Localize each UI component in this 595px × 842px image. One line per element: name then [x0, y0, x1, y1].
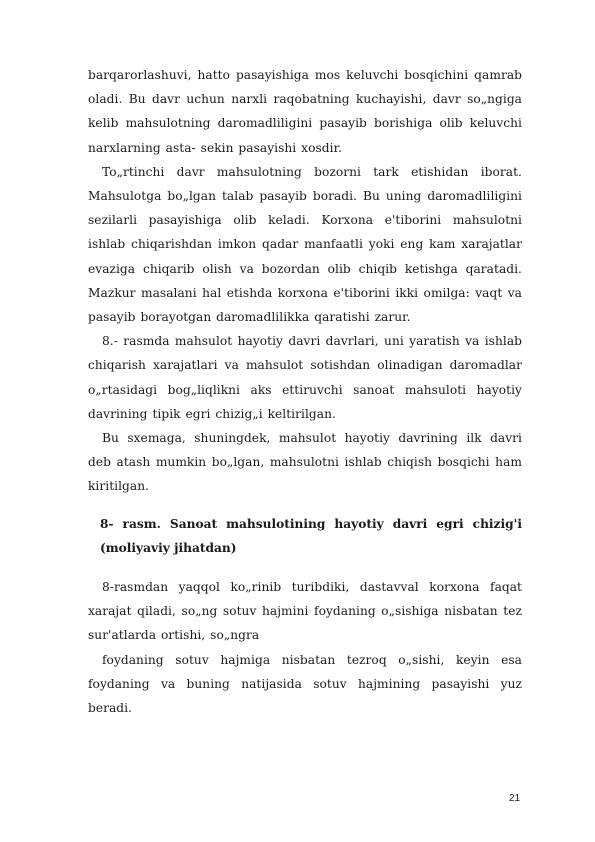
- paragraph-scheme-note: Bu sxemaga, shuningdek, mahsulot hayotiy davrining ilk davri deb atash mumkin bo„lgan, mahsulotni ishlab chiqish bosqichi ham kiritilgan.: [88, 431, 522, 494]
- page-body: [88, 63, 522, 720]
- paragraph-stabilization-continuation: barqarorlashuvi, hatto pasayishiga mos keluvchi bosqichini qamrab oladi. Bu davr uchun narxli raqobatning kuchayishi, davr so„ngiga kelib mahsulotning daromadliligini pasayib borishiga olib keluvchi narxlarning asta- sekin pasayishi xosdir.: [88, 68, 522, 155]
- figure-caption: 8- rasm. Sanoat mahsulotining hayotiy davri egri chizig'i (moliyaviy jihatdan): [100, 516, 522, 555]
- paragraph-profit-decline: foydaning sotuv hajmiga nisbatan tezroq o„sishi, keyin esa foydaning va buning natijasida sotuv hajmining pasayishi yuz beradi.: [88, 652, 522, 716]
- page-number: 21: [509, 793, 521, 804]
- paragraph-figure-analysis: 8-rasmdan yaqqol ko„rinib turibdiki, dastavval korxona faqat xarajat qiladi, so„ng sotuv hajmini foydaning o„sishiga nisbatan tez sur'atlarda ortishi, so„ngra: [88, 580, 522, 643]
- paragraph-figure-reference: 8.- rasmda mahsulot hayotiy davri davrlari, uni yaratish va ishlab chiqarish xarajatlari va mahsulot sotishdan olinadigan daromadlar o„rtasidagi bog„liqlikni aks ettiruvchi sanoat mahsuloti hayotiy davrining tipik egri chizig„i keltirilgan.: [88, 334, 522, 421]
- paragraph-fourth-period: To„rtinchi davr mahsulotning bozorni tark etishidan iborat. Mahsulotga bo„lgan talab pasayib boradi. Bu uning daromadliligini sezilarli pasayishiga olib keladi. Korxona e'tiborini mahsulotni ishlab chiqarishdan imkon qadar manfaatli yoki eng kam xarajatlar evaziga chiqarib olish va bozordan olib chiqib ketishga qaratadi. Mazkur masalani hal etishda korxona e'tiborini ikki omilga: vaqt va pasayib borayotgan daromadlilikka qaratishi zarur.: [88, 164, 522, 325]
